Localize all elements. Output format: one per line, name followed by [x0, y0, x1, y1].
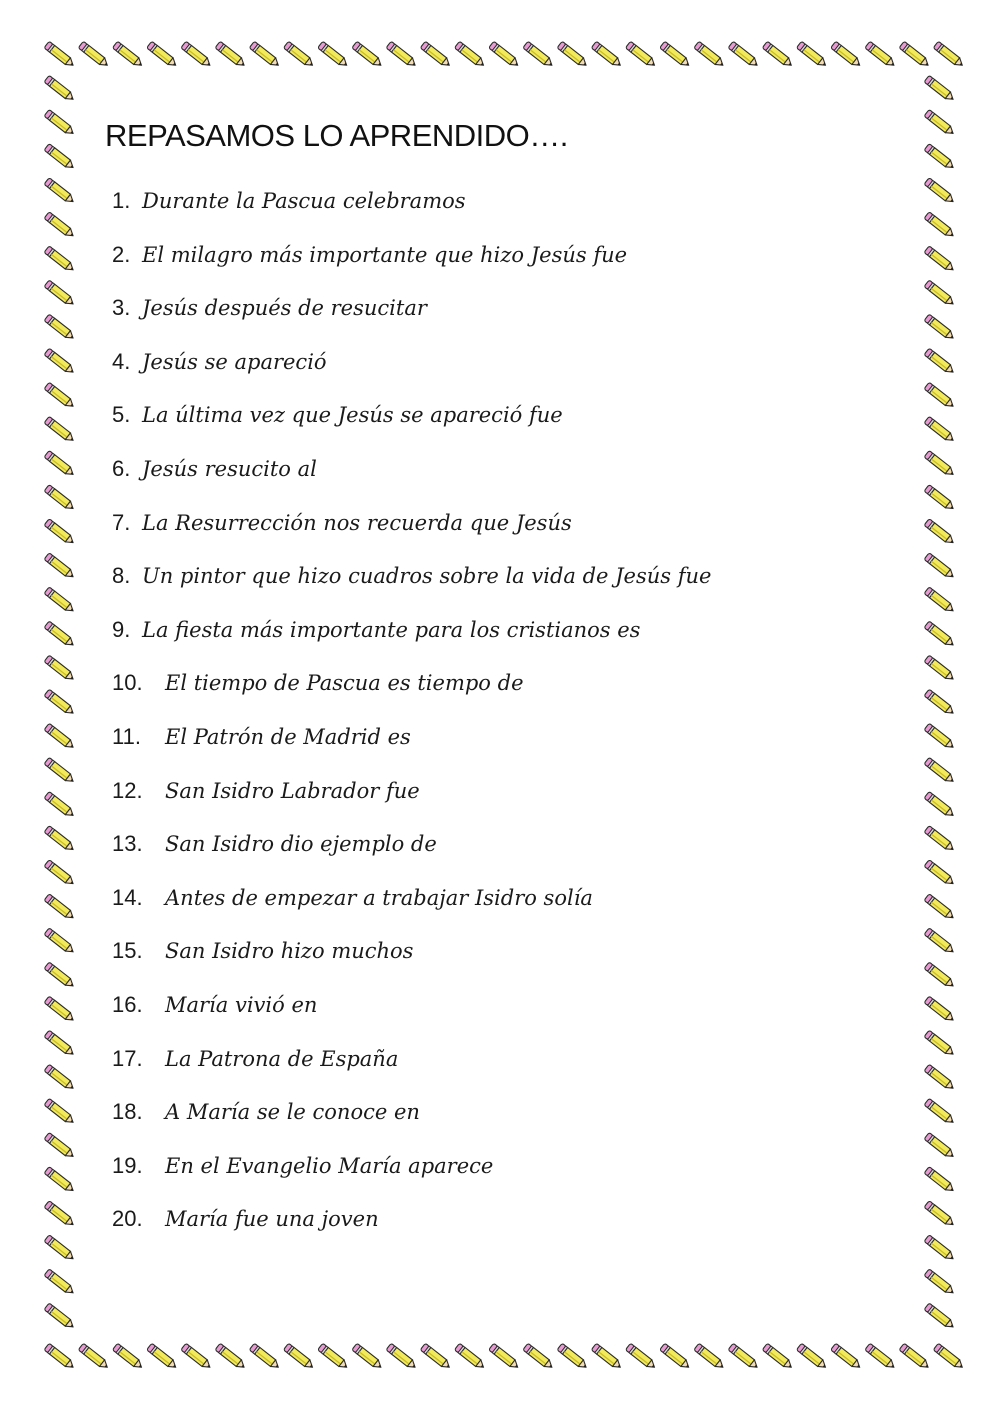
pencil-icon	[318, 1343, 350, 1371]
question-text: Durante la Pascua celebramos	[142, 189, 466, 213]
pencil-icon	[557, 41, 589, 69]
question-text: Jesús después de resucitar	[142, 296, 427, 321]
question-item	[112, 188, 711, 242]
question-number: 13.	[112, 831, 143, 857]
pencil-icon	[318, 41, 350, 69]
question-number: 7.	[112, 509, 131, 535]
question-text: La Resurrección nos recuerda que Jesús	[142, 510, 572, 535]
page-title: REPASAMOS LO APRENDIDO….	[105, 118, 568, 153]
pencil-icon	[694, 41, 726, 69]
question-text: Un pintor que hizo cuadros sobre la vida de Jesús fue	[142, 564, 712, 589]
pencil-icon	[924, 348, 956, 376]
pencil-icon	[924, 1201, 956, 1229]
question-number: 16.	[112, 991, 143, 1017]
pencil-icon	[924, 757, 956, 785]
pencil-icon	[924, 416, 956, 444]
pencil-icon	[420, 41, 452, 69]
pencil-icon	[352, 1343, 384, 1371]
pencil-icon	[44, 1201, 76, 1229]
pencil-icon	[924, 996, 956, 1024]
question-text: María vivió en	[165, 992, 318, 1017]
pencil-icon	[924, 1098, 956, 1126]
pencil-icon	[831, 1343, 863, 1371]
question-item	[112, 510, 711, 564]
question-list	[112, 188, 711, 1260]
pencil-icon	[44, 928, 76, 956]
pencil-icon	[924, 519, 956, 547]
pencil-icon	[44, 348, 76, 376]
pencil-icon	[924, 1064, 956, 1092]
question-item	[112, 670, 711, 724]
pencil-icon	[44, 1303, 76, 1331]
pencil-icon	[489, 1343, 521, 1371]
question-text: Jesús se apareció	[142, 349, 327, 374]
pencil-icon	[181, 41, 213, 69]
question-number: 18.	[112, 1099, 143, 1125]
pencil-icon	[933, 41, 965, 69]
question-number: 14.	[112, 884, 143, 910]
question-number: 1.	[112, 188, 131, 213]
question-number: 20.	[112, 1206, 143, 1232]
pencil-icon	[660, 1343, 692, 1371]
pencil-icon	[924, 246, 956, 274]
question-item	[112, 563, 711, 617]
pencil-icon	[924, 1030, 956, 1058]
pencil-icon	[831, 41, 863, 69]
pencil-icon	[44, 894, 76, 922]
pencil-icon	[924, 280, 956, 308]
pencil-icon	[147, 41, 179, 69]
pencil-icon	[924, 860, 956, 888]
question-item	[112, 617, 711, 671]
question-item	[112, 885, 711, 939]
pencil-icon	[865, 1343, 897, 1371]
pencil-icon	[489, 41, 521, 69]
question-item	[112, 831, 711, 885]
pencil-icon	[44, 314, 76, 342]
pencil-icon	[44, 109, 76, 137]
question-text: San Isidro dio ejemplo de	[165, 832, 437, 857]
question-item	[112, 1153, 711, 1207]
question-text: A María se le conoce en	[165, 1100, 420, 1125]
question-number: 4.	[112, 348, 131, 374]
pencil-icon	[44, 416, 76, 444]
question-item	[112, 724, 711, 778]
pencil-icon	[454, 1343, 486, 1371]
pencil-icon	[283, 41, 315, 69]
question-number: 15.	[112, 938, 143, 964]
question-item	[112, 242, 711, 296]
pencil-icon	[762, 1343, 794, 1371]
pencil-icon	[44, 996, 76, 1024]
pencil-icon	[386, 1343, 418, 1371]
question-number: 11.	[112, 723, 141, 749]
pencil-icon	[44, 450, 76, 478]
question-text: La última vez que Jesús se apareció fue	[142, 403, 563, 428]
pencil-icon	[728, 41, 760, 69]
pencil-icon	[660, 41, 692, 69]
pencil-icon	[523, 1343, 555, 1371]
pencil-icon	[454, 41, 486, 69]
pencil-icon	[44, 1030, 76, 1058]
pencil-icon	[694, 1343, 726, 1371]
question-text: Jesús resucito al	[142, 456, 317, 481]
question-item	[112, 938, 711, 992]
pencil-icon	[924, 1235, 956, 1263]
question-number: 12.	[112, 777, 143, 803]
pencil-icon	[728, 1343, 760, 1371]
pencil-icon	[44, 1132, 76, 1160]
question-item	[112, 992, 711, 1046]
pencil-icon	[44, 791, 76, 819]
pencil-icon	[865, 41, 897, 69]
pencil-icon	[44, 860, 76, 888]
pencil-icon	[523, 41, 555, 69]
pencil-icon	[796, 41, 828, 69]
pencil-icon	[283, 1343, 315, 1371]
pencil-icon	[625, 1343, 657, 1371]
pencil-icon	[762, 41, 794, 69]
pencil-icon	[44, 553, 76, 581]
pencil-icon	[625, 41, 657, 69]
question-text: La fiesta más importante para los cristianos es	[142, 617, 641, 642]
pencil-icon	[44, 485, 76, 513]
pencil-icon	[44, 1064, 76, 1092]
pencil-icon	[924, 894, 956, 922]
question-number: 19.	[112, 1152, 143, 1178]
pencil-icon	[44, 382, 76, 410]
pencil-icon	[591, 1343, 623, 1371]
pencil-icon	[924, 928, 956, 956]
question-text: El Patrón de Madrid es	[165, 724, 411, 749]
pencil-icon	[933, 1343, 965, 1371]
question-item	[112, 402, 711, 456]
pencil-icon	[924, 587, 956, 615]
pencil-icon	[557, 1343, 589, 1371]
question-number: 6.	[112, 455, 131, 481]
question-text: El tiempo de Pascua es tiempo de	[165, 671, 524, 696]
pencil-icon	[78, 1343, 110, 1371]
pencil-icon	[924, 1167, 956, 1195]
pencil-icon	[924, 382, 956, 410]
pencil-icon	[112, 41, 144, 69]
question-text: El milagro más importante que hizo Jesús fue	[142, 242, 628, 267]
pencil-icon	[924, 144, 956, 172]
pencil-icon	[44, 723, 76, 751]
question-item	[112, 1206, 711, 1260]
pencil-icon	[249, 41, 281, 69]
question-item	[112, 778, 711, 832]
pencil-icon	[181, 1343, 213, 1371]
question-number: 8.	[112, 563, 131, 589]
pencil-icon	[924, 178, 956, 206]
pencil-icon	[899, 41, 931, 69]
pencil-icon	[924, 621, 956, 649]
pencil-icon	[924, 1303, 956, 1331]
pencil-icon	[44, 1235, 76, 1263]
pencil-icon	[924, 791, 956, 819]
question-number: 2.	[112, 241, 131, 267]
pencil-icon	[44, 757, 76, 785]
pencil-icon	[44, 655, 76, 683]
question-number: 5.	[112, 402, 131, 428]
pencil-icon	[924, 962, 956, 990]
pencil-icon	[924, 314, 956, 342]
question-number: 3.	[112, 295, 131, 321]
pencil-icon	[591, 41, 623, 69]
question-text: María fue una joven	[165, 1207, 379, 1232]
pencil-icon	[147, 1343, 179, 1371]
question-text: Antes de empezar a trabajar Isidro solía	[165, 885, 593, 910]
pencil-icon	[44, 621, 76, 649]
question-item	[112, 349, 711, 403]
question-item	[112, 456, 711, 510]
question-text: San Isidro Labrador fue	[165, 778, 420, 803]
question-item	[112, 1046, 711, 1100]
pencil-icon	[44, 41, 76, 69]
pencil-icon	[112, 1343, 144, 1371]
pencil-icon	[352, 41, 384, 69]
pencil-icon	[215, 1343, 247, 1371]
question-number: 9.	[112, 616, 131, 642]
pencil-icon	[44, 826, 76, 854]
pencil-icon	[924, 1132, 956, 1160]
pencil-icon	[386, 41, 418, 69]
pencil-icon	[924, 1269, 956, 1297]
pencil-icon	[44, 178, 76, 206]
question-text: En el Evangelio María aparece	[165, 1153, 494, 1178]
pencil-icon	[249, 1343, 281, 1371]
pencil-icon	[924, 75, 956, 103]
pencil-icon	[44, 1098, 76, 1126]
pencil-icon	[924, 689, 956, 717]
pencil-icon	[44, 75, 76, 103]
pencil-icon	[44, 1167, 76, 1195]
pencil-icon	[924, 826, 956, 854]
question-text: La Patrona de España	[165, 1046, 399, 1071]
pencil-icon	[899, 1343, 931, 1371]
pencil-icon	[44, 962, 76, 990]
pencil-icon	[44, 212, 76, 240]
pencil-icon	[924, 485, 956, 513]
pencil-icon	[78, 41, 110, 69]
pencil-icon	[44, 1269, 76, 1297]
question-item	[112, 295, 711, 349]
question-number: 10.	[112, 670, 143, 696]
pencil-icon	[924, 450, 956, 478]
pencil-icon	[44, 144, 76, 172]
pencil-icon	[924, 553, 956, 581]
pencil-icon	[215, 41, 247, 69]
pencil-icon	[44, 1343, 76, 1371]
pencil-icon	[44, 246, 76, 274]
pencil-icon	[44, 689, 76, 717]
pencil-icon	[44, 587, 76, 615]
pencil-icon	[924, 723, 956, 751]
pencil-icon	[924, 109, 956, 137]
pencil-icon	[924, 655, 956, 683]
question-text: San Isidro hizo muchos	[165, 939, 414, 964]
pencil-icon	[44, 519, 76, 547]
pencil-icon	[420, 1343, 452, 1371]
pencil-icon	[796, 1343, 828, 1371]
pencil-icon	[44, 280, 76, 308]
pencil-icon	[924, 212, 956, 240]
question-item	[112, 1099, 711, 1153]
question-number: 17.	[112, 1045, 143, 1071]
